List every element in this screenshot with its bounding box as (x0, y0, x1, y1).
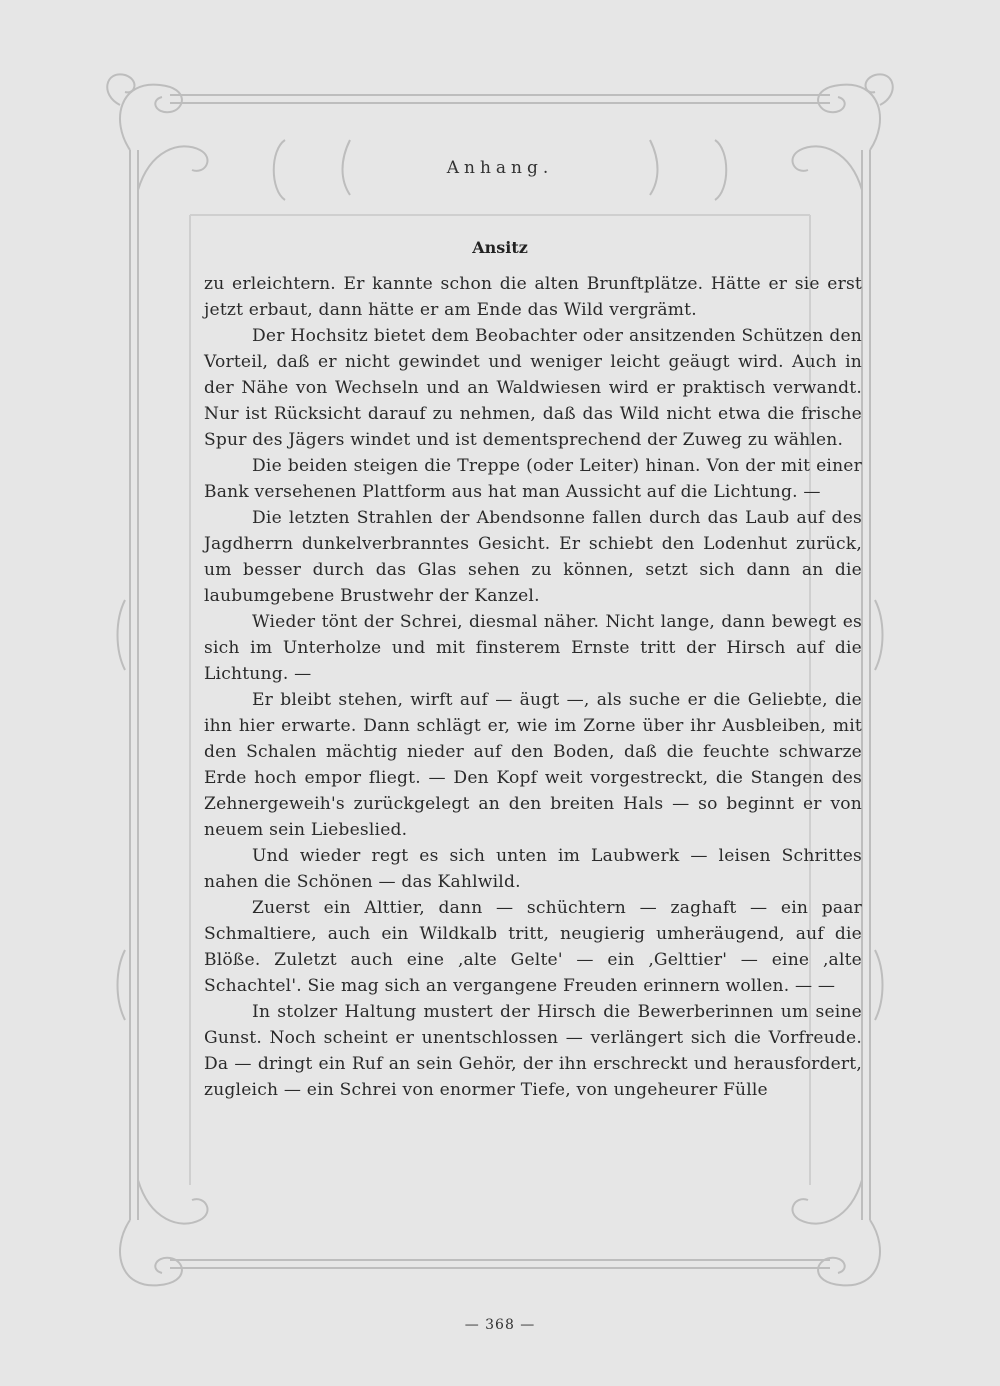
paragraph: zu erleichtern. Er kannte schon die alten Brunftplätze. Hätte er sie erst jetzt erbaut, dann hätte er am Ende das Wild vergrämt. (204, 274, 862, 320)
section-title: Ansitz (472, 238, 528, 257)
paragraph: Die letzten Strahlen der Abendsonne fallen durch das Laub auf des Jagdherrn dunkelverbranntes Gesicht. Er schiebt den Lodenhut zurück, um besser durch das Glas sehen zu können, setzt sich dann an die laubumgebene Brustwehr der Kanzel. (204, 508, 862, 606)
running-head: Anhang. (446, 158, 554, 178)
paragraph: Der Hochsitz bietet dem Beobachter oder ansitzenden Schützen den Vorteil, daß er nicht gewindet und weniger leicht geäugt wird. Auch in der Nähe von Wechseln und an Waldwiesen wird er praktisch verwandt. Nur ist Rücksicht darauf zu nehmen, daß das Wild nicht etwa die frische Spur des Jägers windet und ist dementsprechend der Zuweg zu wählen. (204, 326, 862, 450)
paragraph: Die beiden steigen die Treppe (oder Leiter) hinan. Von der mit einer Bank versehenen Plattform aus hat man Aussicht auf die Lichtung. — (204, 456, 862, 502)
paragraph: Wieder tönt der Schrei, diesmal näher. Nicht lange, dann bewegt es sich im Unterholze und mit finsterem Ernste tritt der Hirsch auf die Lichtung. — (204, 612, 862, 684)
paragraph: In stolzer Haltung mustert der Hirsch die Bewerberinnen um seine Gunst. Noch scheint er unentschlossen — verlängert sich die Vorfreude. Da — dringt ein Ruf an sein Gehör, der ihn erschreckt und herausfordert, zugleich — ein Schrei von enormer Tiefe, von ungeheurer Fülle (204, 1002, 862, 1100)
paragraph: Er bleibt stehen, wirft auf — äugt —, als suche er die Geliebte, die ihn hier erwarte. Dann schlägt er, wie im Zorne über ihr Ausbleiben, mit den Schalen mächtig nieder auf den Boden, daß die feuchte schwarze Erde hoch empor fliegt. — Den Kopf weit vorgestreckt, die Stangen des Zehnergeweih's zurückgelegt an den breiten Hals — so beginnt er von neuem sein Liebeslied. (204, 690, 862, 840)
page-number: — 368 — (464, 1317, 536, 1333)
paragraph: Zuerst ein Alttier, dann — schüchtern — zaghaft — ein paar Schmaltiere, auch ein Wildkalb tritt, neugierig umheräugend, auf die Blöße. Zuletzt auch eine ‚alte Gelte' — ein ‚Gelttier' — eine ‚alte Schachtel'. Sie mag sich an vergangene Freuden erinnern wollen. — — (204, 898, 862, 996)
paragraph: Und wieder regt es sich unten im Laubwerk — leisen Schrittes nahen die Schönen — das Kahlwild. (204, 846, 862, 892)
body-text (204, 271, 862, 1103)
